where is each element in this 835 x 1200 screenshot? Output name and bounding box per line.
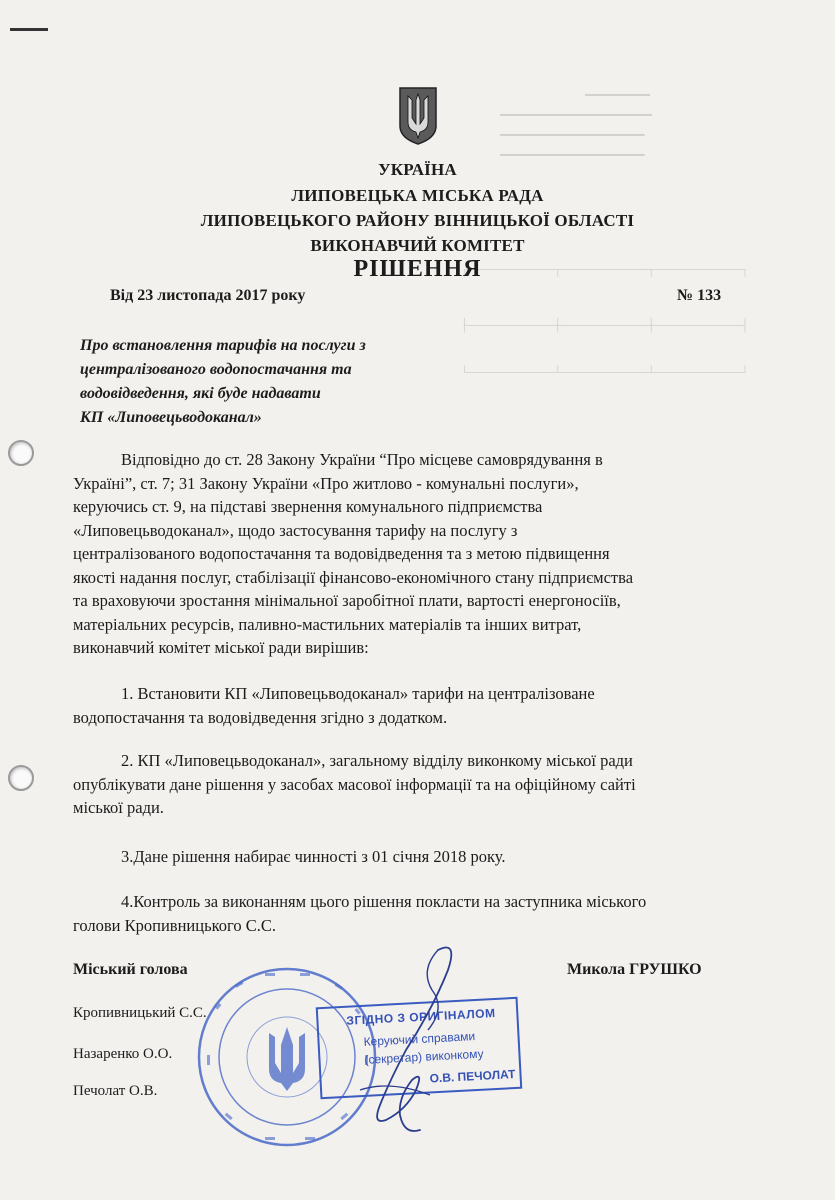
coat-of-arms-icon [398,86,438,146]
decision-item-1: 1. Встановити КП «Липовецьводоканал» тарифи на централізоване водопостачання та водовідведення згідно з додатком. [73,684,595,727]
document-date: Від 23 листопада 2017 року [110,287,306,304]
document-page: ━━━━━━━━━ ━━━━━━━━━━━━━━━━━━━━━ ━━━━━━━━━━━━━━━━━━━━ ━━━━━━━━━━━━━━━━━━━━ ┌──────────┬──────────┬──────────┐ ├──────────┼──────────┼──────────┤ └──────────┴──────────┴──────────┘ УКРАЇНА ЛИПОВЕЦЬКА МІСЬКА РАДА ЛИПОВЕЦЬКОГО РАЙОНУ ВІННИЦЬКОЇ ОБЛАСТІ ВИКОНАВЧИЙ КОМІТЕТ РІШЕННЯ Від 23 листопада 2017 року № 133 Про встановлення тарифів на послуги з централізованого водопостачання та водовідведення, які буде надавати КП «Липовецьводоканал» Відповідно до ст. 28 Закону України “Про місцеве самоврядування в Україні”, ст. 7; 31 Закону України «Про житлово - комунальні послуги», керуючись ст. 9, на підставі звернення комунального підприємства «Липовецьводоканал», щодо застосування тарифу на послугу з централізованого водопостачання та водовідведення та з метою підвищення якості надання послуг, стабілізації фінансово-економічного стану підприємства та враховуючи зростання мінімальної заробітної плати, вартості енергоносіїв, матеріальних ресурсів, паливно-мастильних матеріалів та інших витрат, виконавчий комітет міської ради вирішив: 1. Встановити КП «Липовецьводоканал» тарифи на централізоване водопостачання та водовідведення згідно з додатком. 2. КП «Липовецьводоканал», загальному відділу виконкому міської ради опублікувати дане рішення у засобах масової інформації та на офіційному сайті міської ради. 3.Дане рішення набирає чинності з 01 січня 2018 року. 4.Контроль за виконанням цього рішення покласти на заступника міського голови Кропивницького С.С. Міський голова Микола ГРУШКО Кропивницький С.С. Назаренко О.О. Печолат О.В. ЗГІДНО З ОРИГІНАЛОМ Керуючий справами (секретар) виконкому О.В. ПЕЧОЛАТ [0,0,835,1200]
document-subject: Про встановлення тарифів на послуги з централізованого водопостачання та водовідведення, які буде надавати КП «Липовецьводоканал» [80,337,366,426]
document-number: № 133 [677,287,722,304]
decision-item-4: 4.Контроль за виконанням цього рішення покласти на заступника міського голови Кропивницького С.С. [73,892,647,935]
binder-hole-bottom [8,765,34,791]
signer-position: Міський голова [73,961,188,978]
header-country: УКРАЇНА [378,160,457,179]
signer-name: Микола ГРУШКО [567,961,702,978]
approval-2: Назаренко О.О. [73,1046,173,1062]
preamble-paragraph: Відповідно до ст. 28 Закону України “Про місцеве самоврядування в Україні”, ст. 7; 31 Закону України «Про житлово - комунальні послуги», керуючись ст. 9, на підставі звернення комунального підприємства «Липовецьводоканал», щодо застосування тарифу на послугу з централізованого водопостачання та водовідведення та з метою підвищення якості надання послуг, стабілізації фінансово-економічного стану підприємства та враховуючи зростання мінімальної заробітної плати, вартості енергоносіїв, матеріальних ресурсів, паливно-мастильних матеріалів та інших витрат, виконавчий комітет міської ради вирішив: [73,450,634,657]
binder-hole-top [8,440,34,466]
certified-copy-stamp: ЗГІДНО З ОРИГІНАЛОМ Керуючий справами (секретар) виконкому О.В. ПЕЧОЛАТ [316,997,523,1099]
bleed-through-text: ━━━━━━━━━ [585,88,651,102]
document-title: РІШЕННЯ [353,256,482,282]
approval-1: Кропивницький С.С. [73,1005,207,1021]
header-district: ЛИПОВЕЦЬКОГО РАЙОНУ ВІННИЦЬКОЇ ОБЛАСТІ [200,211,635,230]
decision-item-2: 2. КП «Липовецьводоканал», загальному відділу виконкому міської ради опублікувати дане рішення у засобах масової інформації та на офіційному сайті міської ради. [73,751,636,817]
header-council: ЛИПОВЕЦЬКА МІСЬКА РАДА [291,186,544,205]
decision-item-3: 3.Дане рішення набирає чинності з 01 січня 2018 року. [121,847,506,866]
edge-mark [10,28,48,31]
handwritten-signature [320,930,480,1150]
approval-3: Печолат О.В. [73,1083,158,1099]
header-committee: ВИКОНАВЧИЙ КОМІТЕТ [310,236,525,255]
